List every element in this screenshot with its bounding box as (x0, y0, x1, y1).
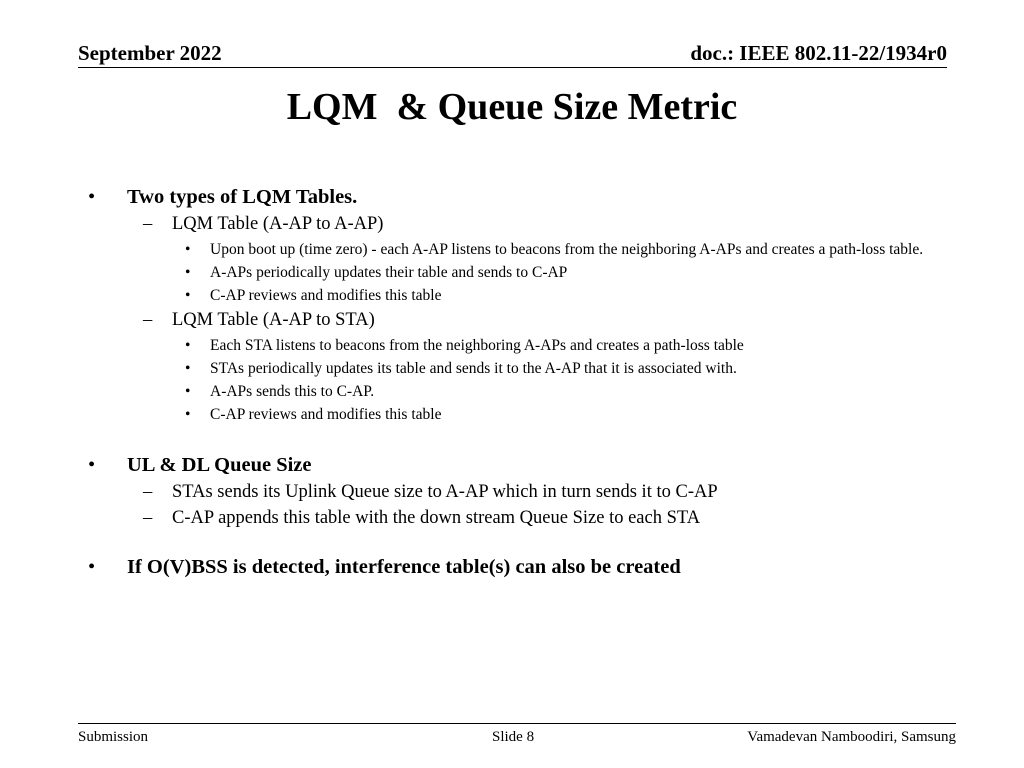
list-item (0, 336, 1024, 356)
sub-bullet-text: STAs sends its Uplink Queue size to A-AP which in turn sends it to C-AP (172, 482, 718, 502)
list-item-text: C-AP reviews and modifies this table (210, 287, 442, 304)
slide-title: LQM & Queue Size Metric (286, 86, 738, 128)
list-item-text: Upon boot up (time zero) - each A-AP listens to beacons from the neighboring A-APs and creates a path-loss table. (210, 241, 924, 258)
list-item (0, 382, 1024, 402)
bullet-dot-icon: • (88, 454, 96, 476)
bullet-dot-icon: • (185, 406, 191, 423)
dash-icon: – (143, 310, 153, 330)
bullet-dot-icon: • (185, 337, 191, 354)
bullet-text: If O(V)BSS is detected, interference table(s) can also be created (127, 556, 681, 578)
list-item-text: A-APs periodically updates their table and sends to C-AP (210, 264, 568, 281)
bullet-text: Two types of LQM Tables. (127, 186, 358, 208)
bullet-dot-icon: • (88, 556, 96, 578)
bullet-interference (0, 553, 1024, 581)
dash-icon: – (143, 214, 153, 234)
footer-slide-number: Slide 8 (492, 729, 535, 745)
bullet-dot-icon: • (185, 383, 191, 400)
bullet-dot-icon: • (185, 264, 191, 281)
sub-bullet-uplink (0, 479, 1024, 505)
sub-bullet-downstream (0, 505, 1024, 531)
header-divider (78, 67, 947, 68)
list-item (0, 240, 1024, 260)
sub-bullet-text: LQM Table (A-AP to STA) (172, 310, 375, 330)
bullet-queue-size (0, 451, 1024, 479)
footer-author: Vamadevan Namboodiri, Samsung (747, 729, 956, 745)
footer-submission: Submission (78, 729, 149, 745)
sub-bullet-text: C-AP appends this table with the down stream Queue Size to each STA (172, 508, 701, 528)
list-item (0, 286, 1024, 306)
dash-icon: – (143, 508, 153, 528)
sub-bullet-text: LQM Table (A-AP to A-AP) (172, 214, 384, 234)
slide-content (0, 183, 1024, 581)
bullet-dot-icon: • (185, 241, 191, 258)
header-date: September 2022 (78, 41, 222, 65)
sub-bullet-aap-to-sta (0, 307, 1024, 333)
list-item (0, 263, 1024, 283)
list-item-text: C-AP reviews and modifies this table (210, 406, 442, 423)
bullet-text: UL & DL Queue Size (127, 454, 312, 476)
bullet-dot-icon: • (185, 287, 191, 304)
bullet-lqm-tables (0, 183, 1024, 211)
dash-icon: – (143, 482, 153, 502)
list-item (0, 405, 1024, 425)
list-item-text: STAs periodically updates its table and sends it to the A-AP that it is associated with. (210, 360, 737, 377)
list-item-text: A-APs sends this to C-AP. (210, 383, 375, 400)
list-item (0, 359, 1024, 379)
bullet-dot-icon: • (88, 186, 96, 208)
spacer (0, 531, 1024, 553)
spacer (0, 426, 1024, 451)
list-item-text: Each STA listens to beacons from the neighboring A-APs and creates a path-loss table (210, 337, 744, 354)
header-doc-id: doc.: IEEE 802.11-22/1934r0 (690, 41, 947, 65)
sub-bullet-aap-to-aap (0, 211, 1024, 237)
bullet-dot-icon: • (185, 360, 191, 377)
footer-divider (78, 723, 956, 724)
